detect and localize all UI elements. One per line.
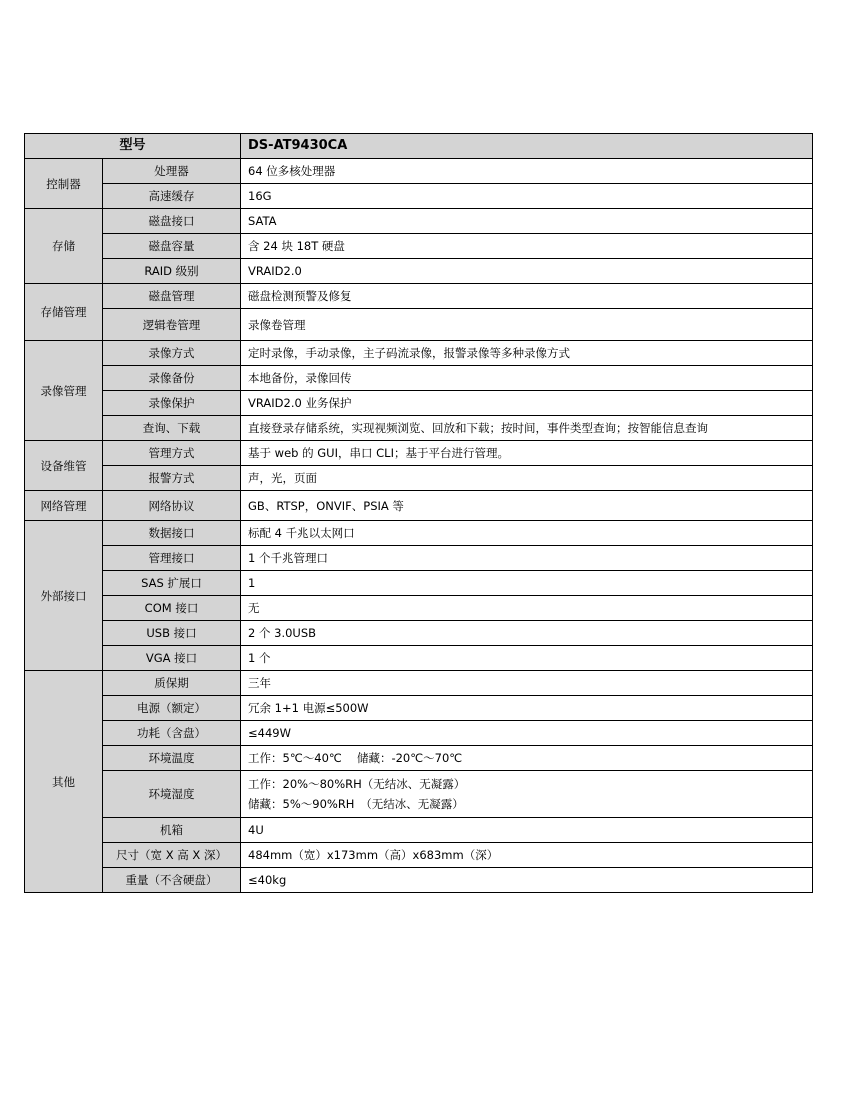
spec-value: 直接登录存储系统，实现视频浏览、回放和下载；按时间，事件类型查询；按智能信息查询 [241,416,813,441]
spec-value-line: 储藏：5%～90%RH （无结冰、无凝露） [248,797,464,811]
spec-name: 录像方式 [103,341,241,366]
category-device-maintenance: 设备维管 [25,441,103,491]
spec-value: 1 个千兆管理口 [241,546,813,571]
table-row [25,159,813,184]
spec-name: 录像备份 [103,366,241,391]
spec-name: 数据接口 [103,521,241,546]
spec-value: 1 个 [241,646,813,671]
spec-value: 标配 4 千兆以太网口 [241,521,813,546]
table-row [25,621,813,646]
table-row [25,521,813,546]
spec-table [24,133,813,893]
table-row [25,571,813,596]
spec-name: 查询、下载 [103,416,241,441]
spec-name: 录像保护 [103,391,241,416]
table-row [25,696,813,721]
spec-value: 2 个 3.0USB [241,621,813,646]
spec-name: 磁盘管理 [103,284,241,309]
spec-name: 高速缓存 [103,184,241,209]
table-row [25,259,813,284]
table-row [25,284,813,309]
table-row [25,416,813,441]
spec-value: SATA [241,209,813,234]
spec-value: VRAID2.0 [241,259,813,284]
spec-name: 环境温度 [103,746,241,771]
spec-name: 处理器 [103,159,241,184]
spec-value: GB、RTSP，ONVIF、PSIA 等 [241,491,813,521]
table-row [25,818,813,843]
spec-value: 定时录像，手动录像，主子码流录像，报警录像等多种录像方式 [241,341,813,366]
spec-value: 64 位多核处理器 [241,159,813,184]
table-row [25,646,813,671]
spec-name: RAID 级别 [103,259,241,284]
spec-name: SAS 扩展口 [103,571,241,596]
spec-value: 声，光，页面 [241,466,813,491]
spec-value: 484mm（宽）x173mm（高）x683mm（深） [241,843,813,868]
spec-value: 磁盘检测预警及修复 [241,284,813,309]
spec-name: 重量（不含硬盘） [103,868,241,893]
table-row [25,843,813,868]
table-header-row [25,134,813,159]
spec-name: VGA 接口 [103,646,241,671]
category-storage: 存储 [25,209,103,284]
table-row [25,868,813,893]
spec-value-line: 工作：20%～80%RH（无结冰、无凝露） [248,777,466,791]
table-row [25,721,813,746]
spec-name: 磁盘容量 [103,234,241,259]
spec-value: 16G [241,184,813,209]
spec-value: 三年 [241,671,813,696]
spec-name: 环境湿度 [103,771,241,818]
spec-value [241,771,813,818]
table-row [25,441,813,466]
category-recording-management: 录像管理 [25,341,103,441]
spec-value: 无 [241,596,813,621]
table-row [25,491,813,521]
spec-name: 报警方式 [103,466,241,491]
spec-value: ≤40kg [241,868,813,893]
header-model-value: DS-AT9430CA [241,134,813,159]
spec-value: 录像卷管理 [241,309,813,341]
spec-value: 工作：5℃～40℃ 储藏：-20℃～70℃ [241,746,813,771]
spec-value: 基于 web 的 GUI，串口 CLI；基于平台进行管理。 [241,441,813,466]
table-row [25,341,813,366]
table-row [25,366,813,391]
table-row [25,391,813,416]
spec-value: VRAID2.0 业务保护 [241,391,813,416]
spec-name: 功耗（含盘） [103,721,241,746]
spec-value: 冗余 1+1 电源≤500W [241,696,813,721]
spec-name: 逻辑卷管理 [103,309,241,341]
table-row [25,596,813,621]
spec-name: 机箱 [103,818,241,843]
spec-name: COM 接口 [103,596,241,621]
spec-name: 网络协议 [103,491,241,521]
spec-name: USB 接口 [103,621,241,646]
spec-name: 管理方式 [103,441,241,466]
table-row [25,234,813,259]
header-model-label: 型号 [25,134,241,159]
spec-value: 本地备份，录像回传 [241,366,813,391]
spec-name: 管理接口 [103,546,241,571]
spec-value: 1 [241,571,813,596]
spec-name: 尺寸（宽 X 高 X 深） [103,843,241,868]
spec-value: 含 24 块 18T 硬盘 [241,234,813,259]
spec-name: 电源（额定） [103,696,241,721]
category-network-management: 网络管理 [25,491,103,521]
category-controller: 控制器 [25,159,103,209]
table-row [25,771,813,818]
spec-name: 质保期 [103,671,241,696]
category-other: 其他 [25,671,103,893]
table-row [25,466,813,491]
table-row [25,309,813,341]
spec-value: ≤449W [241,721,813,746]
table-row [25,184,813,209]
table-row [25,546,813,571]
table-row [25,209,813,234]
spec-value: 4U [241,818,813,843]
spec-name: 磁盘接口 [103,209,241,234]
category-storage-management: 存储管理 [25,284,103,341]
table-row [25,671,813,696]
table-row [25,746,813,771]
category-external-interfaces: 外部接口 [25,521,103,671]
